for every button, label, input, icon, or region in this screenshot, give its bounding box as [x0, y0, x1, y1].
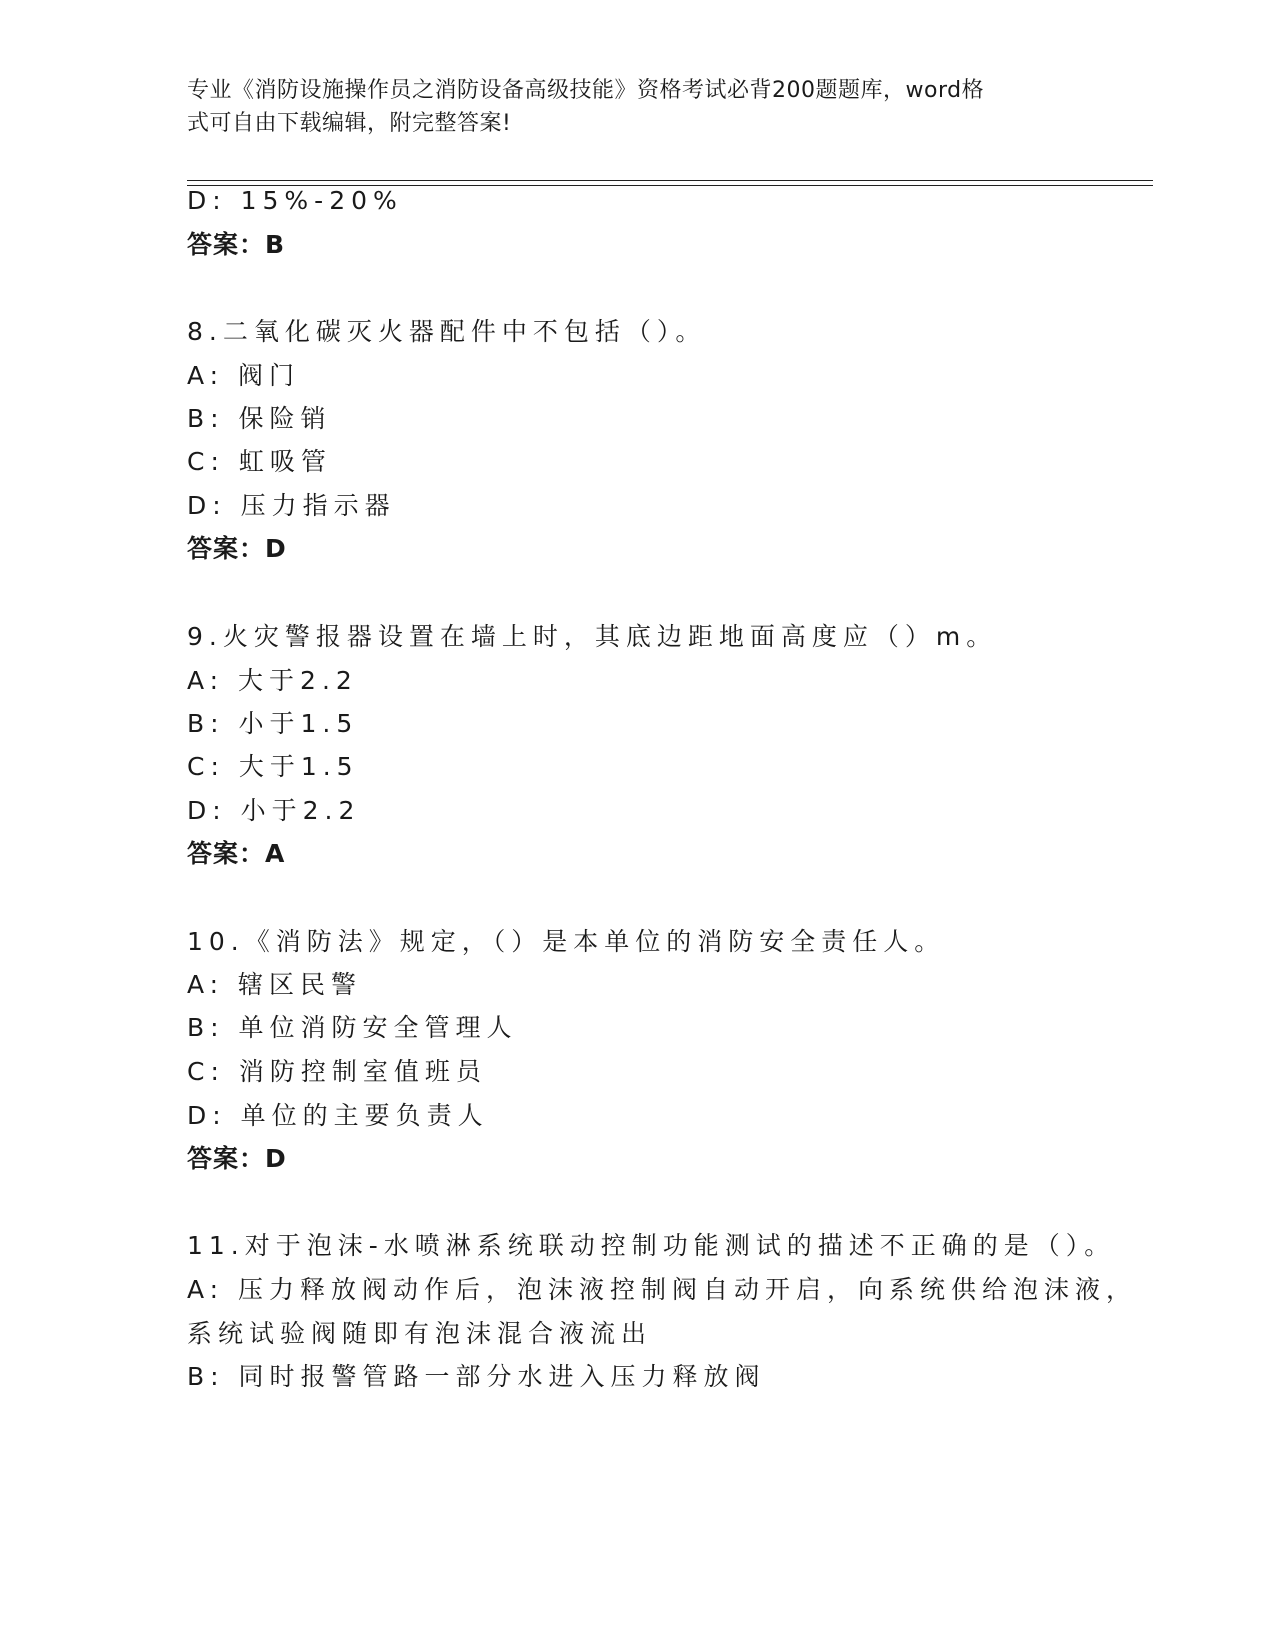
- q9-option-b: B: 小于1.5: [187, 709, 359, 738]
- q9-option-a: A: 大于2.2: [187, 666, 358, 695]
- q9-answer: 答案：A: [187, 839, 286, 868]
- q11-stem: 11.对于泡沫-水喷淋系统联动控制功能测试的描述不正确的是（）。: [187, 1231, 1116, 1260]
- q8-option-a: A: 阀门: [187, 361, 301, 390]
- q10-answer: 答案：D: [187, 1144, 287, 1173]
- document-header: [187, 74, 1067, 140]
- q8-stem: 8.二氧化碳灭火器配件中不包括（）。: [187, 317, 707, 346]
- header-line-1: 专业《消防设施操作员之消防设备高级技能》资格考试必背200题题库，word格: [187, 78, 985, 103]
- q8-option-d: D: 压力指示器: [187, 491, 396, 520]
- q8-answer: 答案：D: [187, 534, 287, 563]
- prev-option-d: D: 15%-20%: [187, 186, 403, 215]
- q9-stem: 9.火灾警报器设置在墙上时，其底边距地面高度应（）m。: [187, 622, 998, 651]
- q10-stem: 10.《消防法》规定，（）是本单位的消防安全责任人。: [187, 927, 946, 956]
- q10-option-d: D: 单位的主要负责人: [187, 1101, 489, 1130]
- q10-option-b: B: 单位消防安全管理人: [187, 1013, 518, 1042]
- q11-option-a-continued: 系统试验阀随即有泡沫混合液流出: [187, 1319, 653, 1348]
- q11-option-a: A: 压力释放阀动作后，泡沫液控制阀自动开启，向系统供给泡沫液，: [187, 1275, 1138, 1304]
- q8-option-c: C: 虹吸管: [187, 447, 332, 476]
- q8-option-b: B: 保险销: [187, 404, 332, 433]
- q10-option-c: C: 消防控制室值班员: [187, 1057, 487, 1086]
- q11-option-b: B: 同时报警管路一部分水进入压力释放阀: [187, 1362, 766, 1391]
- header-line-2: 式可自由下载编辑，附完整答案!: [187, 111, 512, 136]
- prev-answer: 答案：B: [187, 230, 286, 259]
- q9-option-c: C: 大于1.5: [187, 752, 359, 781]
- q9-option-d: D: 小于2.2: [187, 796, 361, 825]
- header-divider-top: [187, 180, 1153, 181]
- q10-option-a: A: 辖区民警: [187, 970, 363, 999]
